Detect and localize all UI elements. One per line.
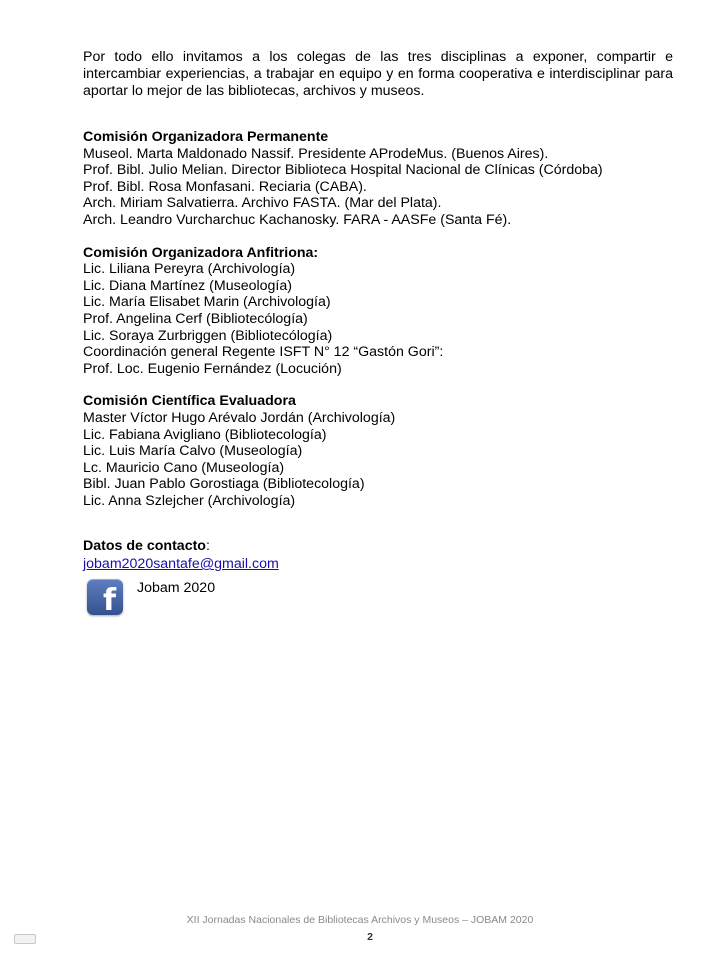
member-line: Arch. Leandro Vurcharchuc Kachanosky. FARA - AASFe (Santa Fé).	[83, 211, 512, 228]
facebook-label: Jobam 2020	[137, 580, 216, 597]
member-line: Bibl. Juan Pablo Gorostiaga (Bibliotecología)	[83, 476, 365, 493]
member-line: Lic. María Elisabet Marin (Archivología)	[83, 294, 331, 311]
page-number: 2	[367, 931, 373, 943]
member-line: Arch. Miriam Salvatierra. Archivo FASTA. (Mar del Plata).	[83, 195, 442, 212]
email-link[interactable]: jobam2020santafe@gmail.com	[83, 556, 279, 573]
member-line: Lic. Liliana Pereyra (Archivología)	[83, 261, 296, 278]
section-anfitriona	[83, 245, 673, 378]
member-line: Lic. Anna Szlejcher (Archivología)	[83, 492, 296, 509]
section-cientifica	[83, 393, 673, 509]
contact-label: Datos de contacto	[83, 538, 206, 555]
contact-colon: :	[205, 538, 210, 555]
member-line: Lic. Fabiana Avigliano (Bibliotecología)	[83, 426, 327, 443]
facebook-row	[87, 579, 673, 619]
member-line: Lic. Soraya Zurbriggen (Bibliotecólogía)	[83, 327, 333, 344]
member-line: Coordinación general Regente ISFT N° 12 “Gastón Gori”:	[83, 344, 444, 361]
section-permanente	[83, 129, 673, 229]
contact-heading	[83, 538, 673, 555]
member-line: Prof. Angelina Cerf (Bibliotecólogía)	[83, 310, 308, 327]
corner-mark-icon	[14, 934, 36, 944]
document-page	[83, 49, 673, 619]
member-line: Prof. Bibl. Julio Melian. Director Biblioteca Hospital Nacional de Clínicas (Córdoba)	[83, 162, 603, 179]
member-line: Prof. Loc. Eugenio Fernández (Locución)	[83, 360, 342, 377]
contact-section	[83, 538, 673, 619]
member-line: Prof. Bibl. Rosa Monfasani. Reciaria (CABA).	[83, 178, 367, 195]
section-heading-anfitriona: Comisión Organizadora Anfitriona:	[83, 244, 319, 261]
member-line: Master Víctor Hugo Arévalo Jordán (Archivología)	[83, 409, 396, 426]
intro-paragraph: Por todo ello invitamos a los colegas de las tres disciplinas a exponer, compartir e intercambiar experiencias, a trabajar en equipo y en forma cooperativa e interdisciplinar para aportar lo mejor de las bibliotecas, archivos y museos.	[83, 49, 673, 99]
section-heading-permanente: Comisión Organizadora Permanente	[83, 129, 329, 145]
member-line: Lc. Mauricio Cano (Museología)	[83, 459, 285, 476]
facebook-glyph: f	[102, 583, 116, 619]
member-line: Lic. Diana Martínez (Museología)	[83, 277, 292, 294]
section-heading-cientifica: Comisión Científica Evaluadora	[83, 393, 296, 410]
member-line: Museol. Marta Maldonado Nassif. Presidente AProdeMus. (Buenos Aires).	[83, 145, 549, 162]
facebook-icon[interactable]	[87, 579, 123, 619]
page-footer: XII Jornadas Nacionales de Bibliotecas Archivos y Museos – JOBAM 2020	[186, 914, 534, 926]
member-line: Lic. Luis María Calvo (Museología)	[83, 443, 303, 460]
